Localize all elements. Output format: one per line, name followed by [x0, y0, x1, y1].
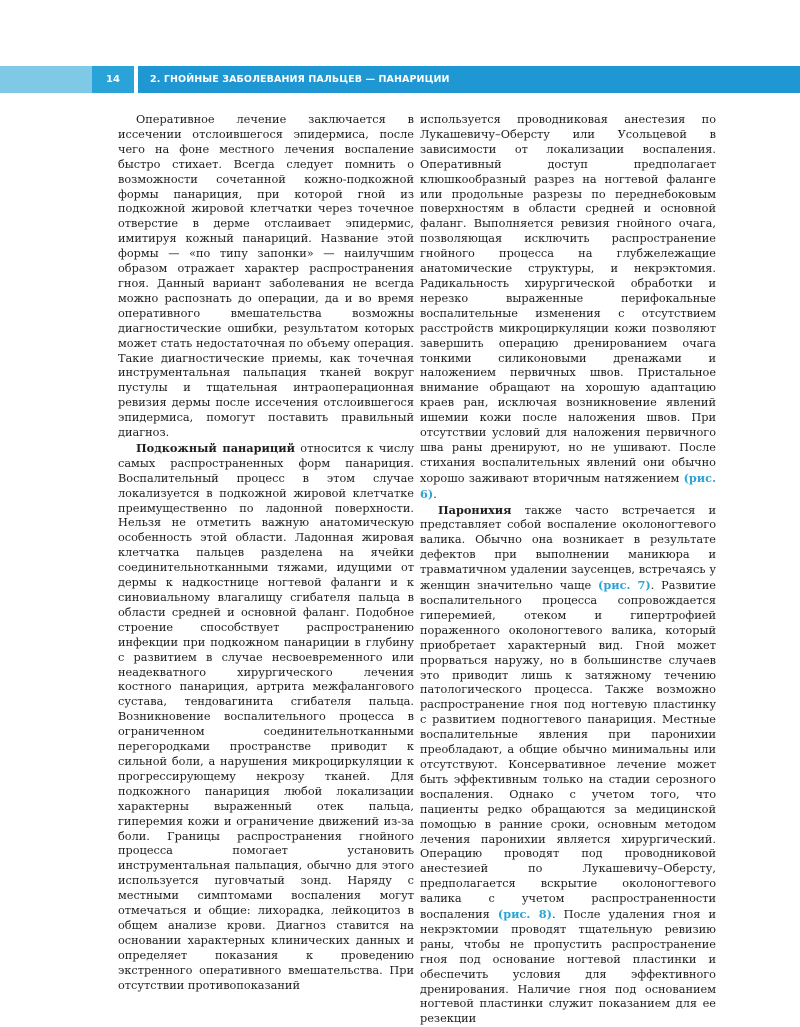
- left-column: [118, 113, 414, 993]
- term-subcutaneous-panaritium: Подкожный панариций: [136, 440, 295, 455]
- page-number: 14: [92, 66, 134, 93]
- figure-reference-7[interactable]: (рис. 7): [597, 578, 651, 593]
- chapter-header: [0, 66, 800, 93]
- paragraph-subcutaneous-panaritium: [118, 441, 414, 994]
- right-column: [420, 113, 716, 1027]
- paragraph-text: также часто встречается и представляет собой воспаление околоногтевого валика. Обычно она возникает в результате дефектов при выполнении маникюра и травматичном удалении заусенцев, встречаясь у женщин значительно чаще: [420, 503, 716, 593]
- paragraph-skin-panaritium: Оперативное лечение заключается в иссечении отслоившегося эпидермиса, после чего на фоне местного лечения воспаление быстро стихает. Всегда следует помнить о возможности сочетанной кожно-подкожной формы панариция, при которой гной из подкожной жировой клетчатки через точечное отверстие в дерме отслаивает эпидермис, имитируя кожный панариций. Название этой формы — «по типу запонки» — наилучшим образом отражает характер распространения гноя. Данный вариант заболевания не всегда можно распознать до операции, да и во время оперативного вмешательства возможны диагностические ошибки, результатом которых может стать недостаточная по объему операция. Такие диагностические приемы, как точечная инструментальная пальпация тканей вокруг пустулы и тщательная интраоперационная ревизия дермы после иссечения отслоившегося эпидермиса, помогут поставить правильный диагноз.: [118, 113, 414, 440]
- chapter-title: 2. ГНОЙНЫЕ ЗАБОЛЕВАНИЯ ПАЛЬЦЕВ — ПАНАРИЦИИ: [150, 74, 450, 85]
- header-accent-bar: [0, 66, 92, 93]
- paragraph-text: . После удаления гноя и некрэктомии проводят тщательную ревизию раны, чтобы не пропустить распространение гноя под основание ногтевой пластинки и обеспечить условия для эффективного дренирования. Наличие гноя под основанием ногтевой пластинки служит показанием для ее резекции: [420, 908, 716, 1026]
- term-paronychia: Паронихия: [438, 502, 512, 517]
- paragraph-paronychia: [420, 503, 716, 1027]
- paragraph-continuation: [420, 113, 716, 503]
- paragraph-text: относится к числу самых распространенных форм панариция. Воспалительный процесс в этом случае локализуется в подкожной жировой клетчатке преимущественно по ладонной поверхности. Нельзя не отметить важную анатомическую особенность этой области. Ладонная жировая клетчатка пальцев разделена на ячейки соединительнотканными тяжами, идущими от дермы к надкостнице ногтевой фаланги и к синовиальному влагалищу сгибателя пальца в области средней и основной фаланг. Подобное строение способствует распространению инфекции при подкожном панариции в глубину с развитием в случае несвоевременного или неадекватного хирургического лечения костного панариция, артрита межфалангового сустава, тендовагинита сгибателя пальца. Возникновение воспалительного процесса в ограниченном соединительнотканными перегородками пространстве приводит к сильной боли, а нарушения микроциркуляции к прогрессирующему некрозу тканей. Для подкожного панариция любой локализации характерны выраженный отек пальца, гиперемия кожи и ограничение движений из-за боли. Границы распространения гнойного процесса помогает установить инструментальная пальпация, обычно для этого используется пуговчатый зонд. Наряду с местными симптомами воспаления могут отмечаться и общие: лихорадка, лейкоцитоз в общем анализе крови. Диагноз ставится на основании характерных клинических данных и определяет показания к проведению экстренного оперативного вмешательства. При отсутствии противопоказаний: [118, 441, 414, 992]
- paragraph-text: используется проводниковая анестезия по Лукашевичу–Оберсту или Усольцевой в зависимости от локализации воспаления. Оперативный доступ предполагает клюшкообразный разрез на ногтевой фаланге или продольные разрезы по переднебоковым поверхностям в области средней и основной фаланг. Выполняется ревизия гнойного очага, позволяющая исключить распространение гнойного процесса на глубжележащие анатомические структуры, и некрэктомия. Радикальность хирургической обработки и нерезко выраженные перифокальные воспалительные изменения с отсутствием расстройств микроциркуляции кожи позволяют завершить операцию дренированием очага тонкими силиконовыми дренажами и наложением первичных швов. Пристальное внимание обращают на хорошую адаптацию краев ран, исключая возникновение явлений ишемии кожи после наложения швов. При отсутствии условий для наложения первичного шва раны дренируют, но не ушивают. После стихания воспалительных явлений они обычно хорошо заживают вторичным натяжением: [420, 113, 716, 485]
- figure-reference-6[interactable]: (рис. 6): [420, 470, 716, 501]
- paragraph-end: .: [433, 487, 437, 501]
- paragraph-text: . Развитие воспалительного процесса сопровождается гиперемией, отеком и гипертрофией пораженного околоногтевого валика, который приобретает характерный вид. Гной может прорваться наружу, но в большинстве случаев это приводит лишь к затяжному течению патологического процесса. Также возможно распространение гноя под ногтевую пластинку с развитием подногтевого панариция. Местные воспалительные явления при паронихии преобладают, а общие обычно минимальны или отсутствуют. Консервативное лечение может быть эффективным только на стадии серозного воспаления. Однако с учетом того, что пациенты редко обращаются за медицинской помощью в ранние сроки, основным методом лечения паронихии является хирургический. Операцию проводят под проводниковой анестезией по Лукашевичу–Оберсту, предполагается вскрытие околоногтевого валика с учетом распространенности воспаления: [420, 579, 716, 922]
- figure-reference-8[interactable]: (рис. 8): [497, 907, 552, 922]
